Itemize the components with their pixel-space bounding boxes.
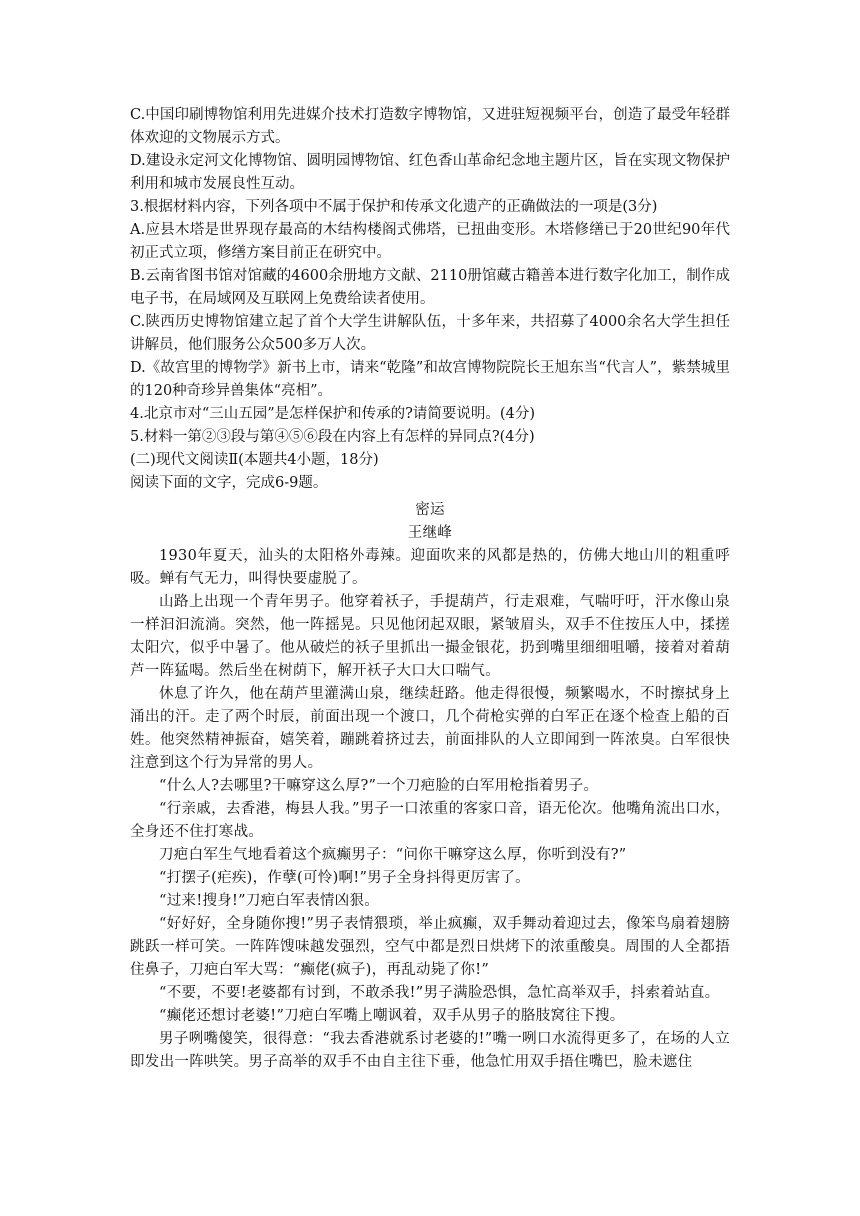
reading-instruction: 阅读下面的文字，完成6-9题。 bbox=[130, 475, 328, 491]
q3-stem: 3.根据材料内容，下列各项中不属于保护和传承文化遗产的正确做法的一项是(3分) bbox=[130, 199, 658, 215]
story-paragraph: 男子咧嘴傻笑，很得意：“我去香港就系讨老婆的!”嘴一咧口水流得更多了，在场的人立即发出一阵哄笑。男子高举的双手不由自主往下垂，他急忙用双手捂住嘴巴，脸未遮住 bbox=[130, 1031, 730, 1070]
q5-question: 5.材料一第②③段与第④⑤⑥段在内容上有怎样的异同点?(4分) bbox=[130, 429, 535, 445]
section-heading: (二)现代文阅读Ⅱ(本题共4小题，18分) bbox=[130, 452, 379, 468]
story-author: 王继峰 bbox=[407, 525, 453, 541]
story bbox=[130, 499, 730, 1074]
story-paragraph: 1930年夏天，汕头的太阳格外毒辣。迎面吹来的风都是热的，仿佛大地山川的粗重呼吸。蝉有气无力，叫得快要虚脱了。 bbox=[130, 548, 730, 587]
story-paragraph: 刀疤白军生气地看着这个疯癫男子：“问你干嘛穿这么厚，你听到没有?” bbox=[159, 847, 627, 863]
story-title: 密运 bbox=[415, 502, 445, 518]
story-paragraph: “打摆子(疟疾)，作孽(可怜)啊!”男子全身抖得更厉害了。 bbox=[159, 870, 530, 886]
story-paragraph: “不要，不要!老婆都有讨到，不敢杀我!”男子满脸恐惧，急忙高举双手，抖索着站直。 bbox=[159, 985, 720, 1001]
q3-option-a: A.应县木塔是世界现存最高的木结构楼阁式佛塔，已扭曲变形。木塔修缮已于20世纪90年代初正式立项，修缮方案目前正在研究中。 bbox=[130, 222, 730, 261]
story-paragraph: “什么人?去哪里?干嘛穿这么厚?”一个刀疤脸的白军用枪指着男子。 bbox=[159, 778, 599, 794]
story-paragraph: “癫佬还想讨老婆!”刀疤白军嘴上嘲讽着，双手从男子的胳肢窝往下搜。 bbox=[159, 1008, 625, 1024]
story-paragraph: “好好好，全身随你搜!”男子表情猥琐，举止疯癫，双手舞动着迎过去，像笨鸟扇着翅膀跳跃一样可笑。一阵阵馊味越发强烈，空气中都是烈日烘烤下的浓重酸臭。周围的人全都捂住鼻子，刀疤白军大骂：“癫佬(疯子)，再乱动毙了你!” bbox=[130, 916, 730, 978]
q3-option-c: C.陕西历史博物馆建立起了首个大学生讲解队伍，十多年来，共招募了4000余名大学生担任讲解员，他们服务公众500多万人次。 bbox=[130, 314, 730, 353]
q4-question: 4.北京市对“三山五园”是怎样保护和传承的?请简要说明。(4分) bbox=[130, 406, 535, 422]
q3-option-b: B.云南省图书馆对馆藏的4600余册地方文献、2110册馆藏古籍善本进行数字化加工，制作成电子书，在局域网及互联网上免费给读者使用。 bbox=[130, 268, 730, 307]
q2-option-c: C.中国印刷博物馆利用先进媒介技术打造数字博物馆，又进驻短视频平台，创造了最受年轻群体欢迎的文物展示方式。 bbox=[130, 107, 730, 146]
story-paragraph: 休息了许久，他在葫芦里灌满山泉，继续赶路。他走得很慢，频繁喝水，不时擦拭身上涌出的汗。走了两个时辰，前面出现一个渡口，几个荷枪实弹的白军正在逐个检查上船的百姓。他突然精神振奋，嬉笑着，蹦跳着挤过去，前面排队的人立即闻到一阵浓臭。白军很快注意到这个行为异常的男人。 bbox=[130, 686, 730, 771]
q3-option-d: D.《故宫里的博物学》新书上市，请来“乾隆”和故宫博物院院长王旭东当“代言人”，紫禁城里的120种奇珍异兽集体“亮相”。 bbox=[130, 360, 730, 399]
story-paragraph: 山路上出现一个青年男子。他穿着袄子，手提葫芦，行走艰难，气喘吁吁，汗水像山泉一样汩汩流淌。突然，他一阵摇晃。只见他闭起双眼，紧皱眉头，双手不住按压人中，揉搓太阳穴，似乎中暑了。他从破烂的袄子里抓出一撮金银花，扔到嘴里细细咀嚼，接着对着葫芦一阵猛喝。然后坐在树荫下，解开袄子大口大口喘气。 bbox=[130, 594, 730, 679]
document-page bbox=[130, 104, 730, 1074]
q2-option-d: D.建设永定河文化博物馆、圆明园博物馆、红色香山革命纪念地主题片区，旨在实现文物保护利用和城市发展良性互动。 bbox=[130, 153, 730, 192]
story-paragraph: “行亲戚，去香港，梅县人我。”男子一口浓重的客家口音，语无伦次。他嘴角流出口水，全身还不住打寒战。 bbox=[130, 801, 730, 840]
story-paragraph: “过来!搜身!”刀疤白军表情凶狠。 bbox=[159, 893, 380, 909]
